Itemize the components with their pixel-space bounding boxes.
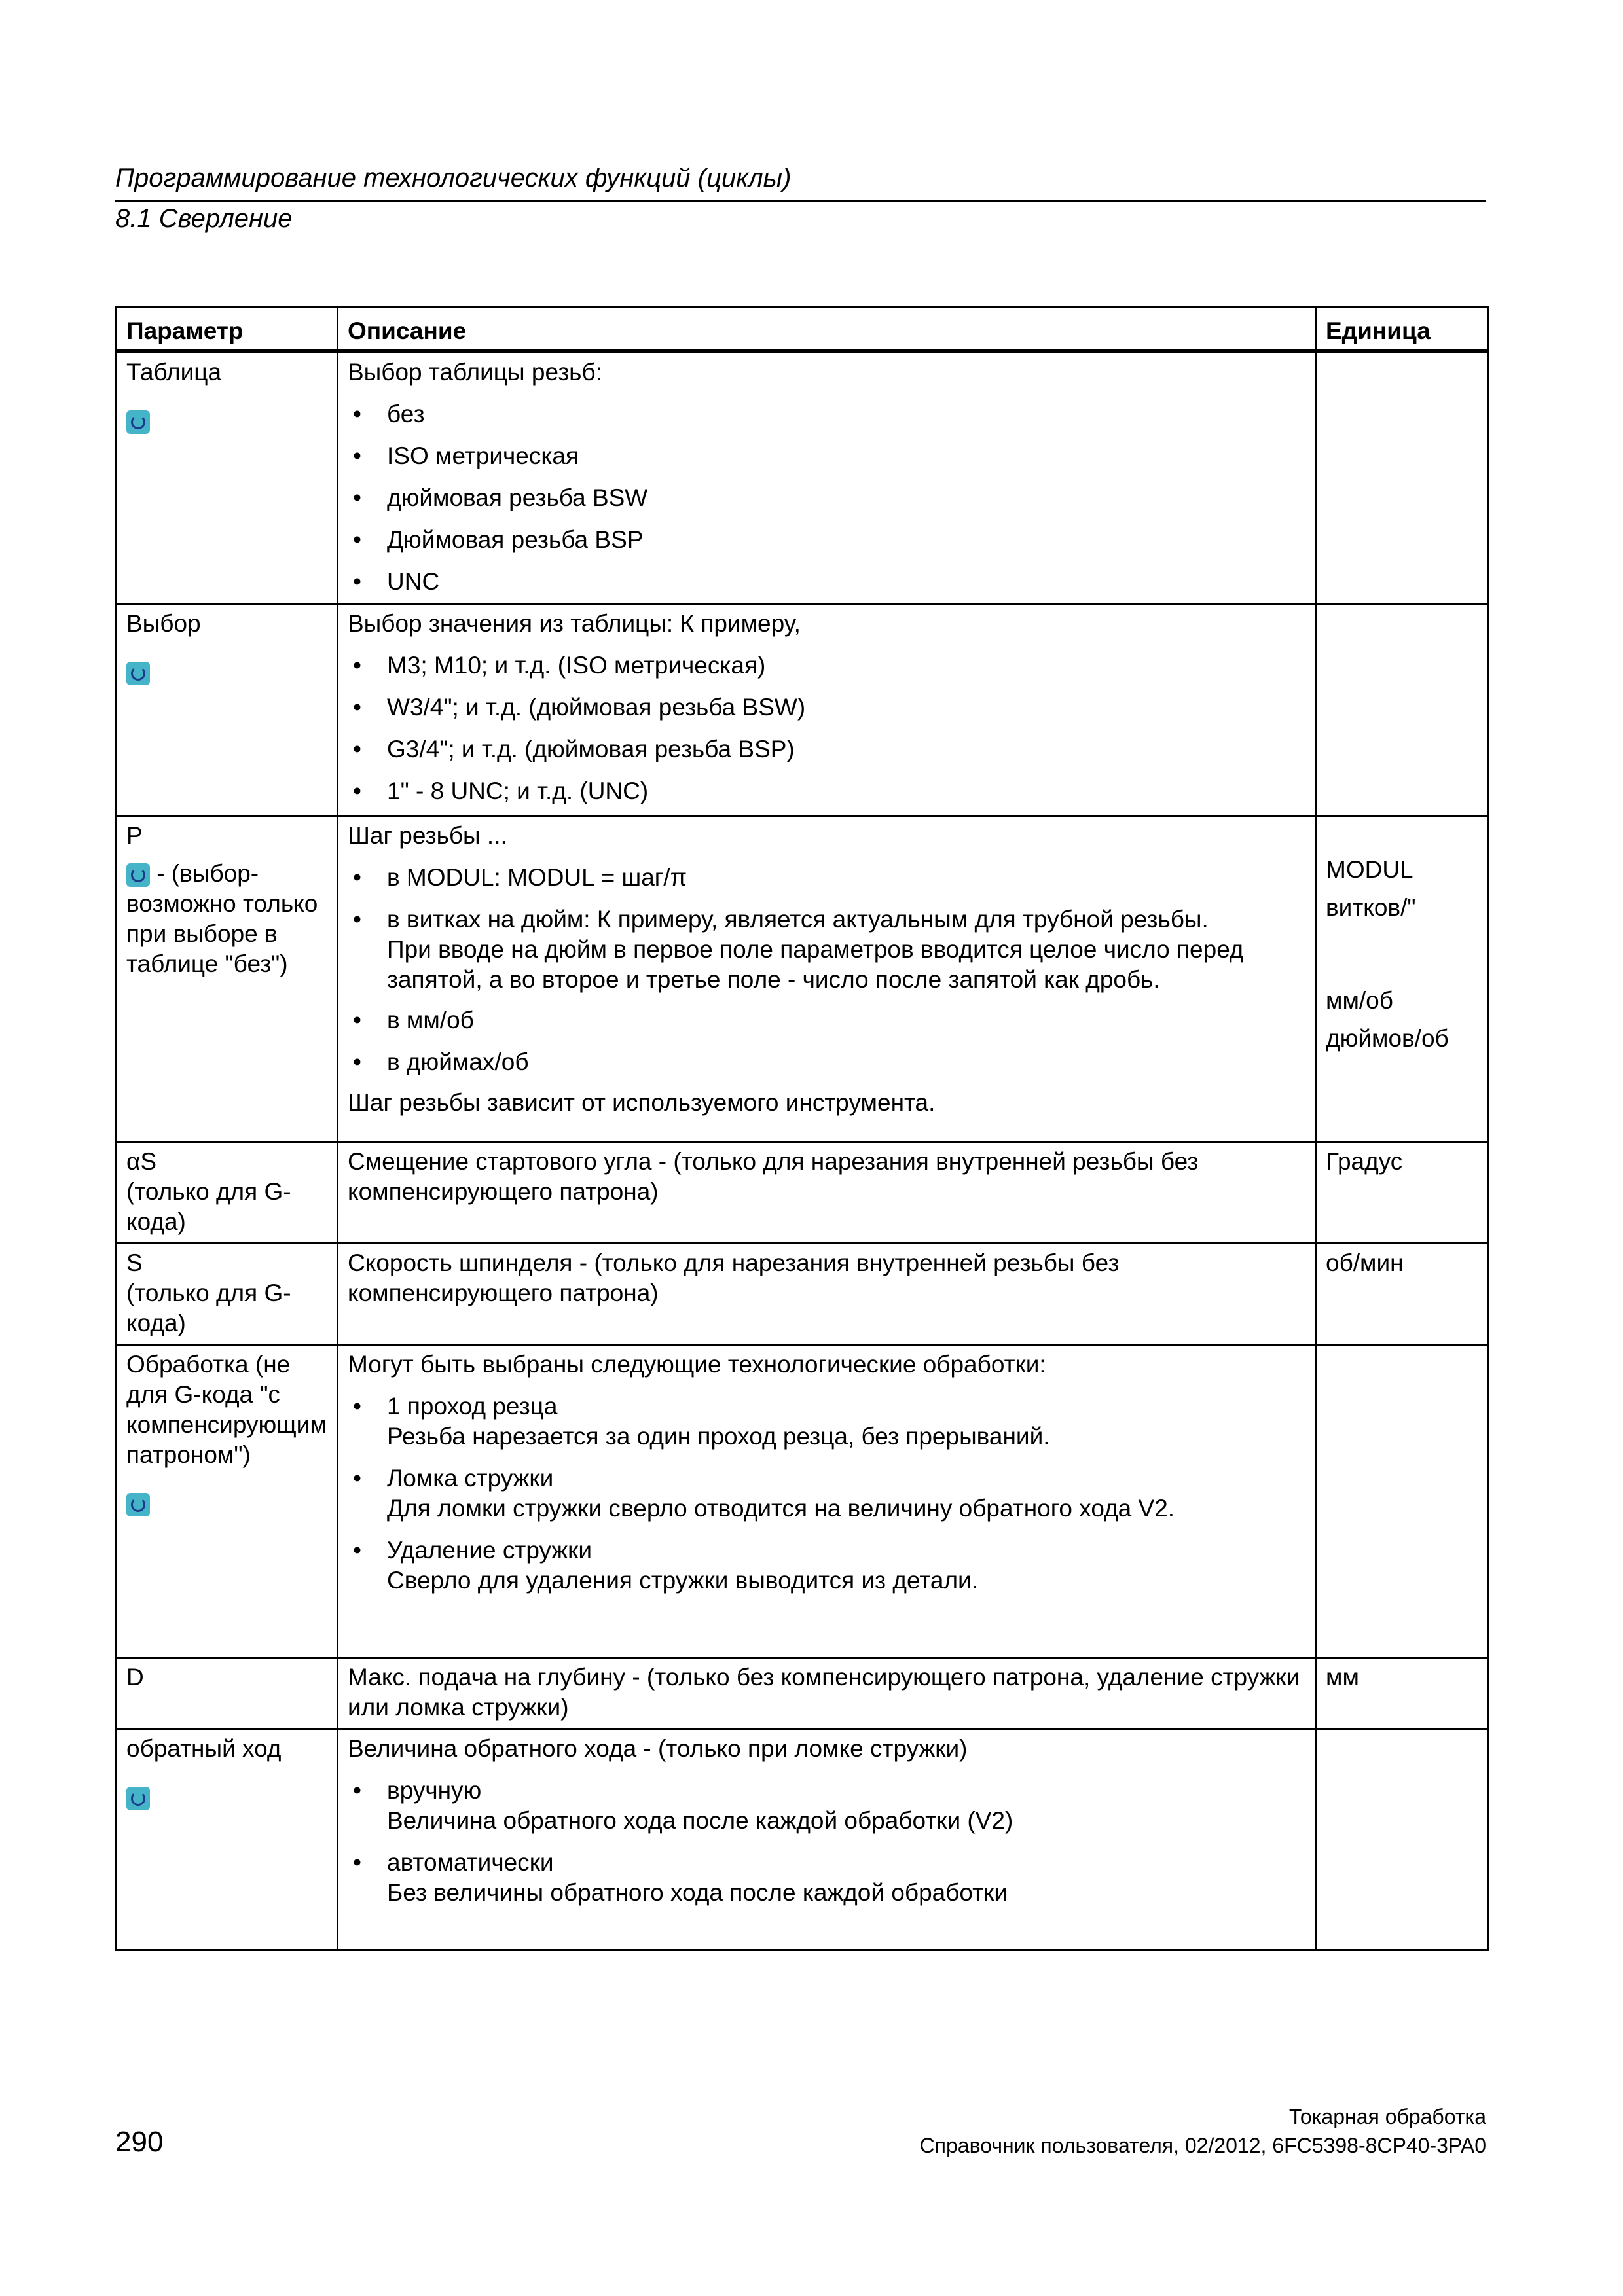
table-row bbox=[117, 1345, 1489, 1658]
table-row bbox=[117, 1142, 1489, 1244]
description-text: Шаг резьбы ... bbox=[348, 822, 507, 849]
header-rule bbox=[115, 200, 1486, 202]
table-row bbox=[117, 351, 1489, 604]
list-item-note: При вводе на дюйм в первое поле параметров вводится целое число перед запятой, а во второе и третье поле - число после запятой как дробь. bbox=[387, 936, 1244, 993]
running-header-title: Программирование технологических функций (циклы) bbox=[115, 164, 792, 192]
description-cell bbox=[338, 1142, 1316, 1244]
table-row bbox=[117, 816, 1489, 1142]
list-item-note: Сверло для удаления стружки выводится из детали. bbox=[387, 1567, 978, 1594]
description-text: Скорость шпинделя - (только для нарезания внутренней резьбы без компенсирующего патрона) bbox=[348, 1249, 1120, 1306]
column-header-unit: Единица bbox=[1316, 308, 1489, 351]
unit-value: дюймов/об bbox=[1326, 1025, 1449, 1052]
unit-value: Градус bbox=[1326, 1148, 1403, 1175]
param-name: Выбор bbox=[126, 610, 201, 637]
param-cell bbox=[117, 1658, 338, 1729]
unit-value: об/мин bbox=[1326, 1249, 1404, 1276]
list-item: • Дюймовая резьба BSP bbox=[348, 525, 1305, 555]
list-item: • дюймовая резьба BSW bbox=[348, 483, 1305, 513]
unit-cell bbox=[1316, 351, 1489, 604]
table-row bbox=[117, 1244, 1489, 1345]
param-name: P bbox=[126, 822, 143, 849]
table-row bbox=[117, 1729, 1489, 1950]
param-cell bbox=[117, 1142, 338, 1244]
page-number: 290 bbox=[115, 2126, 164, 2158]
description-cell bbox=[338, 351, 1316, 604]
list-item: • Удаление стружки bbox=[348, 1535, 1305, 1566]
description-cell bbox=[338, 1658, 1316, 1729]
param-cell bbox=[117, 1244, 338, 1345]
unit-cell bbox=[1316, 1142, 1489, 1244]
param-name: αS (только для G-кода) bbox=[126, 1148, 291, 1235]
unit-value: витков/" bbox=[1326, 894, 1416, 921]
parameter-table bbox=[115, 306, 1489, 1951]
description-text: Выбор значения из таблицы: К примеру, bbox=[348, 610, 801, 637]
unit-cell bbox=[1316, 816, 1489, 1142]
footer-reference: Справочник пользователя, 02/2012, 6FC5398-8CP40-3PA0 bbox=[919, 2134, 1486, 2157]
description-text: Макс. подача на глубину - (только без компенсирующего патрона, удаление стружки или ломка стружки) bbox=[348, 1664, 1300, 1721]
unit-value: MODUL bbox=[1326, 856, 1413, 883]
param-name: Таблица bbox=[126, 359, 222, 386]
list-item: • в витках на дюйм: К примеру, является актуальным для трубной резьбы. bbox=[348, 905, 1305, 935]
list-item-note: Резьба нарезается за один проход резца, без прерываний. bbox=[387, 1423, 1050, 1450]
param-name: обратный ход bbox=[126, 1735, 282, 1762]
list-item-note: Величина обратного хода после каждой обработки (V2) bbox=[387, 1807, 1013, 1834]
description-text: Выбор таблицы резьб: bbox=[348, 359, 602, 386]
param-name: D bbox=[126, 1664, 144, 1691]
list-item: • M3; M10; и т.д. (ISO метрическая) bbox=[348, 651, 1305, 681]
param-name: S (только для G-кода) bbox=[126, 1249, 291, 1336]
unit-value: мм bbox=[1326, 1664, 1359, 1691]
description-cell bbox=[338, 1345, 1316, 1658]
list-item: • G3/4"; и т.д. (дюймовая резьба BSP) bbox=[348, 734, 1305, 764]
list-item: • в мм/об bbox=[348, 1005, 1305, 1035]
param-cell bbox=[117, 1345, 338, 1658]
list-item: • в MODUL: MODUL = шаг/π bbox=[348, 863, 1305, 893]
list-item: • 1 проход резца bbox=[348, 1391, 1305, 1422]
unit-cell bbox=[1316, 1729, 1489, 1950]
toggle-icon[interactable] bbox=[126, 863, 150, 887]
list-item: • UNC bbox=[348, 567, 1305, 597]
unit-cell bbox=[1316, 604, 1489, 816]
running-header-section: 8.1 Сверление bbox=[115, 204, 293, 233]
list-item: • автоматически bbox=[348, 1848, 1305, 1878]
table-row bbox=[117, 604, 1489, 816]
param-cell bbox=[117, 1729, 338, 1950]
param-note: - (выбор-возможно только при выборе в таблице "без") bbox=[126, 860, 318, 977]
unit-value: мм/об bbox=[1326, 987, 1393, 1014]
table-row bbox=[117, 1658, 1489, 1729]
description-text: Могут быть выбраны следующие технологические обработки: bbox=[348, 1351, 1046, 1378]
description-cell bbox=[338, 604, 1316, 816]
unit-cell bbox=[1316, 1345, 1489, 1658]
column-header-description: Описание bbox=[338, 308, 1316, 351]
toggle-icon[interactable] bbox=[126, 1787, 150, 1810]
table-header-row bbox=[117, 308, 1489, 351]
unit-cell bbox=[1316, 1658, 1489, 1729]
list-item: • без bbox=[348, 399, 1305, 429]
description-footer: Шаг резьбы зависит от используемого инструмента. bbox=[348, 1089, 936, 1116]
description-cell bbox=[338, 816, 1316, 1142]
toggle-icon[interactable] bbox=[126, 662, 150, 685]
list-item: • W3/4"; и т.д. (дюймовая резьба BSW) bbox=[348, 692, 1305, 723]
toggle-icon[interactable] bbox=[126, 410, 150, 434]
param-cell bbox=[117, 604, 338, 816]
column-header-parameter: Параметр bbox=[117, 308, 338, 351]
description-text: Смещение стартового угла - (только для нарезания внутренней резьбы без компенсирующего патрона) bbox=[348, 1148, 1199, 1205]
description-cell bbox=[338, 1729, 1316, 1950]
toggle-icon[interactable] bbox=[126, 1493, 150, 1516]
param-name: Обработка (не для G-кода "с компенсирующим патроном") bbox=[126, 1351, 327, 1468]
footer-book-title: Токарная обработка bbox=[1288, 2105, 1486, 2128]
description-text: Величина обратного хода - (только при ломке стружки) bbox=[348, 1735, 968, 1762]
description-cell bbox=[338, 1244, 1316, 1345]
list-item-note: Для ломки стружки сверло отводится на величину обратного хода V2. bbox=[387, 1495, 1175, 1522]
list-item: • 1" - 8 UNC; и т.д. (UNC) bbox=[348, 776, 1305, 806]
list-item: • Ломка стружки bbox=[348, 1463, 1305, 1494]
list-item-note: Без величины обратного хода после каждой обработки bbox=[387, 1879, 1008, 1906]
list-item: • в дюймах/об bbox=[348, 1047, 1305, 1077]
list-item: • ISO метрическая bbox=[348, 441, 1305, 471]
unit-cell bbox=[1316, 1244, 1489, 1345]
list-item: • вручную bbox=[348, 1776, 1305, 1806]
param-cell bbox=[117, 351, 338, 604]
param-cell bbox=[117, 816, 338, 1142]
